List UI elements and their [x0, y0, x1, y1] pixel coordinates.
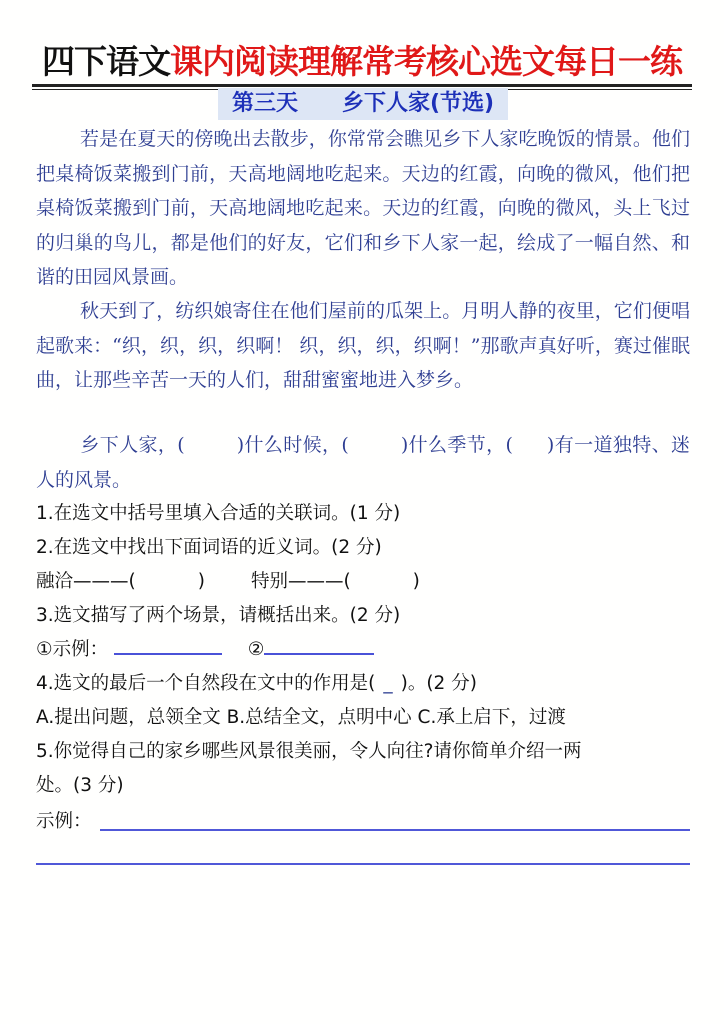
- question-2: 2.在选文中找出下面词语的近义词。(2 分): [36, 537, 382, 558]
- answer-line-1[interactable]: [100, 829, 690, 831]
- paragraph-text: )什么季节，(: [400, 434, 513, 456]
- bracket-close: ): [197, 571, 205, 592]
- page-title: [32, 40, 692, 84]
- title-topic-part: 课内阅读理解常考核心选文每日一练: [170, 42, 682, 81]
- scene-2-answer-line[interactable]: [264, 635, 374, 655]
- question-4-text: 4.选文的最后一个自然段在文中的作用是(: [36, 673, 376, 694]
- paragraph-text: 秋天到了，纺织娘寄住在他们屋前的瓜架上。月明人静的夜里，它们便唱起歌来：“织，织，织，织啊！ 织，织，织，织啊！”那歌声真好听，赛过催眠曲，让那些辛苦一天的人们，甜甜蜜蜜地进入梦乡。: [36, 300, 690, 391]
- title-grade-part: 四下语文: [42, 42, 170, 81]
- paragraph-text: )有一道独特、迷人的风景。: [36, 434, 690, 491]
- synonym-word-2: 特别———(: [250, 571, 351, 592]
- question-4-answer-blank[interactable]: _: [383, 673, 393, 694]
- question-5-example-label: 示例：: [36, 811, 92, 832]
- question-4: [36, 667, 696, 701]
- question-4-score: )。(2 分): [400, 673, 477, 694]
- title-underline-thick: [32, 84, 692, 87]
- passage-paragraph-2: [36, 294, 690, 398]
- paragraph-text: 若是在夏天的傍晚出去散步，你常常会瞧见乡下人家吃晚饭的情景。他们把桌椅饭菜搬到门前，天高地阔地吃起来。天边的红霞，向晚的微风，他们把桌椅饭菜搬到门前，天高地阔地吃起来。天边的红霞，向晚的微风，头上飞过的归巢的鸟儿，都是他们的好友，它们和乡下人家一起，绘成了一幅自然、和谐的田园风景画。: [36, 128, 690, 288]
- passage-paragraph-3: [36, 428, 690, 497]
- scene-2-label: ②: [247, 639, 265, 660]
- paragraph-text: )什么时候，(: [236, 434, 349, 456]
- passage-paragraph-1: [36, 122, 690, 295]
- answer-line-2[interactable]: [36, 863, 690, 865]
- paragraph-text: 乡下人家，(: [80, 434, 185, 456]
- question-2-items: [36, 565, 696, 599]
- synonym-word-1: 融洽———(: [36, 571, 136, 592]
- scene-1-answer-line[interactable]: [114, 635, 222, 655]
- question-5-line-1: 5.你觉得自己的家乡哪些风景很美丽，令人向往?请你简单介绍一两: [36, 741, 582, 762]
- question-3-items: [36, 633, 696, 667]
- lesson-subtitle: 第三天 乡下人家(节选): [218, 88, 508, 120]
- question-1: 1.在选文中括号里填入合适的关联词。(1 分): [36, 503, 401, 524]
- question-3: 3.选文描写了两个场景，请概括出来。(2 分): [36, 605, 401, 626]
- question-4-options: A.提出问题，总领全文 B.总结全文，点明中心 C.承上启下，过渡: [36, 707, 566, 728]
- scene-1-label: ①示例：: [36, 639, 109, 660]
- question-5-line-2: 处。(3 分): [36, 775, 124, 796]
- bracket-close: ): [412, 571, 420, 592]
